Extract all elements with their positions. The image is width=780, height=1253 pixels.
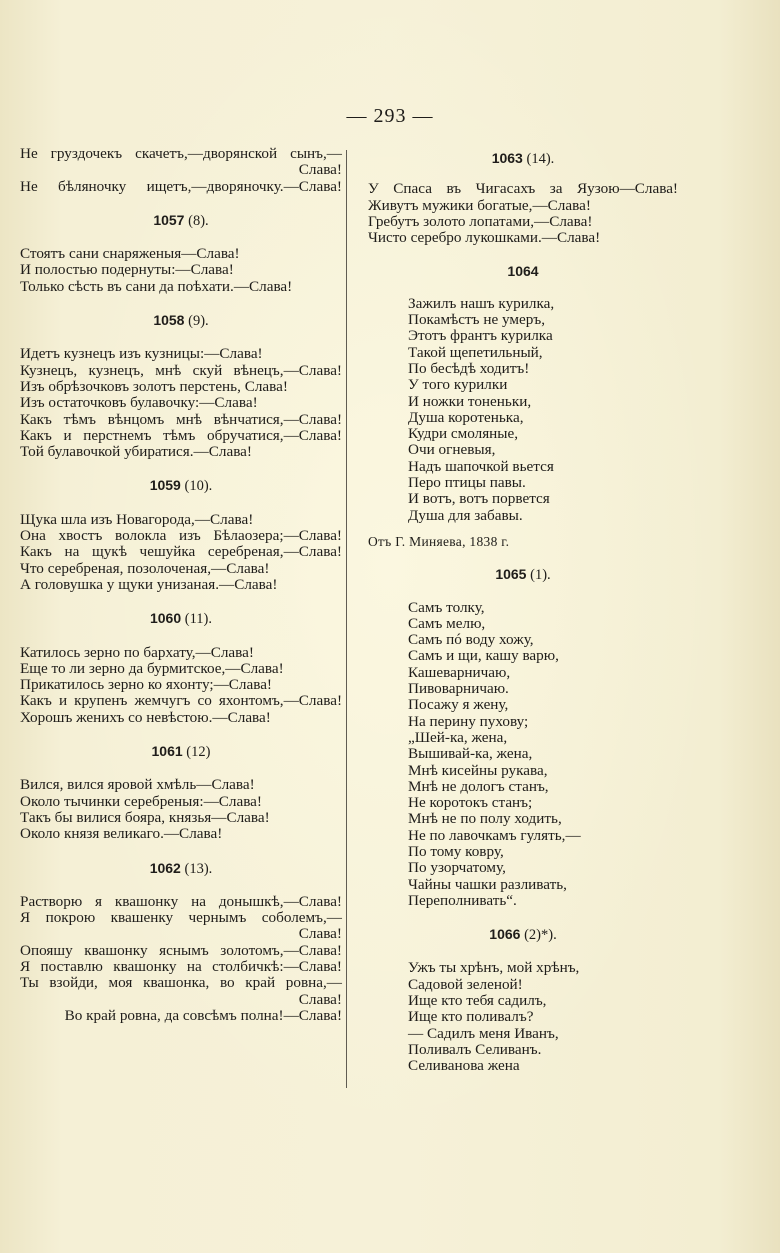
verse-line: Катилось зерно по бархату,—Слава! xyxy=(20,643,254,661)
spacer xyxy=(20,229,342,246)
verse-line: Этотъ франтъ курилка xyxy=(408,327,553,345)
verse-line: Душа для забавы. xyxy=(408,506,523,524)
poem-number: 1064 xyxy=(507,263,539,280)
verse-line: Не по лавочкамъ гулять,— xyxy=(408,826,581,844)
verse-line: Около князя великаго.—Слава! xyxy=(20,825,223,843)
verse-line: Посажу я жену, xyxy=(408,696,509,714)
spacer xyxy=(368,943,678,960)
spacer xyxy=(368,167,678,181)
verse-line: Щука шла изъ Новагорода,—Слава! xyxy=(20,510,254,528)
verse-line: Идетъ кузнецъ изъ кузницы:—Слава! xyxy=(20,345,263,363)
verse-line: Около тычинки серебреныя:—Слава! xyxy=(20,792,262,810)
poem-number: 1061 xyxy=(151,743,183,760)
poem-variant-number: (1). xyxy=(526,567,551,584)
verse-line: Самъ мелю, xyxy=(408,614,486,632)
poem-variant-number: (2)*). xyxy=(520,927,557,944)
poem-number-heading xyxy=(368,150,678,167)
verse-line: Во край ровна, да совсѣмъ полна!—Слава! xyxy=(64,1006,342,1024)
verse-line: Прикатилось зерно ко яхонту;—Слава! xyxy=(20,676,272,694)
verse-line: Такой щепетильный, xyxy=(408,343,543,361)
verse-line: Я покрою квашенку чернымъ соболемъ,— xyxy=(20,909,342,927)
verse-line: Живутъ мужики богатые,—Слава! xyxy=(368,196,591,214)
poem-number: 1066 xyxy=(489,926,521,943)
verse-line: — Садилъ меня Иванъ, xyxy=(408,1024,559,1042)
poem-number-heading xyxy=(20,212,342,229)
verse-line: Только сѣсть въ сани да поѣхати.—Слава! xyxy=(20,277,293,295)
verse-line: Какъ и крупенъ жемчугъ со яхонтомъ,—Слава! xyxy=(20,692,342,710)
spacer xyxy=(20,329,342,346)
spacer xyxy=(20,495,342,512)
verse-line: Не бѣляночку ищетъ,—дворяночку.—Слава! xyxy=(20,177,342,195)
verse-line: Я поставлю квашонку на столбичкѣ:—Слава! xyxy=(20,957,342,975)
spacer xyxy=(20,295,342,312)
verse-line: Самъ и щи, кашу варю, xyxy=(408,647,559,665)
poem-variant-number: (10). xyxy=(180,478,213,495)
poem-variant-number: (11). xyxy=(181,611,213,628)
verse-line: Опояшу квашонку яснымъ золотомъ,—Слава! xyxy=(20,941,342,959)
verse-line: Кузнецъ, кузнецъ, мнѣ скуй вѣнецъ,—Слава! xyxy=(20,361,342,379)
verse-line: По бесѣдѣ ходитъ! xyxy=(408,359,530,377)
spacer xyxy=(20,843,342,860)
verse-line: Хорошъ женихъ со невѣстою.—Слава! xyxy=(20,708,271,726)
verse-line: Ище кто поливалъ? xyxy=(408,1008,534,1026)
spacer xyxy=(20,877,342,894)
verse-line: Поливалъ Селиванъ. xyxy=(408,1040,542,1058)
verse-line: Надъ шапочкой вьется xyxy=(408,457,554,475)
verse-line: И ножки тоненьки, xyxy=(408,392,532,410)
verse-line: Чисто серебро лукошками.—Слава! xyxy=(368,229,601,247)
poem-number-heading xyxy=(20,610,342,627)
spacer xyxy=(20,628,342,645)
verse-line: Перо птицы павы. xyxy=(408,474,526,492)
verse-line: Мнѣ не по полу ходить, xyxy=(408,810,562,828)
spacer xyxy=(368,909,678,926)
column-divider xyxy=(346,150,347,1088)
verse-line: Еще то ли зерно да бурмитское,—Слава! xyxy=(20,659,284,677)
poem-variant-number: (14). xyxy=(522,151,555,167)
verse-line: Кудри смоляные, xyxy=(408,425,519,443)
verse-line: Какъ тѣмъ вѣнцомъ мнѣ вѣнчатися,—Слава! xyxy=(20,410,342,428)
verse-line: Ище кто тебя садилъ, xyxy=(408,992,547,1010)
verse-line: По тому ковру, xyxy=(408,842,504,860)
poem-variant-number: (9). xyxy=(184,313,209,330)
poem-number: 1063 xyxy=(491,150,523,166)
poem-variant-number: (12) xyxy=(182,744,211,761)
verse-line: „Шей-ка, жена, xyxy=(408,728,508,746)
verse-line: Кашеварничаю, xyxy=(408,663,511,681)
verse-line: Она хвостъ волокла изъ Бѣлаозера;—Слава! xyxy=(20,527,342,545)
spacer xyxy=(368,550,678,566)
verse-line: Какъ и перстнемъ тѣмъ обручатися,—Слава! xyxy=(20,426,342,444)
verse-line: Изъ обрѣзочковъ золотъ перстень, Слава! xyxy=(20,377,288,395)
poem-number-heading xyxy=(20,477,342,494)
poem-number-heading xyxy=(20,312,342,329)
verse-line: Селиванова жена xyxy=(408,1057,520,1075)
verse-line: Зажилъ нашъ курилка, xyxy=(408,294,555,312)
verse-line: Изъ остаточковъ булавочку:—Слава! xyxy=(20,394,258,412)
poem-number: 1062 xyxy=(149,859,181,876)
verse-line: Растворю я квашонку на донышкѣ,—Слава! xyxy=(20,892,342,910)
poem-number: 1059 xyxy=(149,477,181,494)
poem-number-heading xyxy=(20,743,342,760)
verse-line: На перину пухову; xyxy=(408,712,529,730)
spacer xyxy=(368,584,678,600)
verse-line: Садовой зеленой! xyxy=(408,975,523,993)
spacer xyxy=(20,726,342,743)
verse-line: У Спаса въ Чигасахъ за Яузою—Слава! xyxy=(368,180,678,198)
verse-line: Слава! xyxy=(298,925,342,943)
verse-line: И полостью подернуты:—Слава! xyxy=(20,261,234,279)
spacer xyxy=(368,281,678,296)
spacer xyxy=(20,760,342,777)
page-number: — 293 — xyxy=(346,105,434,127)
verse-line: Чайны чашки разливать, xyxy=(408,875,567,893)
poem-variant-number: (8). xyxy=(184,212,209,229)
poem-number-heading xyxy=(368,926,678,943)
verse-line: Душа коротенька, xyxy=(408,408,524,426)
spacer xyxy=(368,524,678,534)
verse-line: Мнѣ не дологъ станъ, xyxy=(408,777,549,795)
verse-line: Слава! xyxy=(298,161,342,179)
verse-line: По узорчатому, xyxy=(408,859,506,877)
verse-line: Не груздочекъ скачетъ,—дворянской сынъ,— xyxy=(20,145,342,162)
poem-number-heading xyxy=(368,566,678,583)
spacer xyxy=(20,195,342,212)
verse-line: Самъ толку, xyxy=(408,598,485,616)
verse-line: Какъ на щукѣ чешуйка серебреная,—Слава! xyxy=(20,543,342,561)
poem-number-heading xyxy=(368,263,678,280)
poem-number: 1058 xyxy=(153,312,185,329)
poem-number: 1060 xyxy=(149,610,182,627)
verse-line: Той булавочкой убиратися.—Слава! xyxy=(20,443,252,461)
verse-line: И вотъ, вотъ порвется xyxy=(408,490,550,508)
verse-line: Ужъ ты хрѣнъ, мой хрѣнъ, xyxy=(408,959,580,977)
verse-line: Что серебреная, позолоченая,—Слава! xyxy=(20,559,270,577)
verse-line: Слава! xyxy=(298,990,342,1008)
verse-line: Мнѣ кисейны рукава, xyxy=(408,761,548,779)
verse-line: Переполнивать“. xyxy=(408,891,517,909)
poem-variant-number: (13). xyxy=(180,860,213,877)
spacer xyxy=(20,593,342,610)
verse-line: Такъ бы вилися бояра, князья—Слава! xyxy=(20,808,270,826)
verse-line: Вышивай-ка, жена, xyxy=(408,745,533,763)
verse-line: Самъ пó воду хожу, xyxy=(408,631,534,649)
poem-number: 1057 xyxy=(153,211,185,228)
spacer xyxy=(20,460,342,477)
verse-line: Вился, вился яровой хмѣль—Слава! xyxy=(20,776,255,794)
verse-line: А головушка у щуки унизаная.—Слава! xyxy=(20,575,278,593)
left-column xyxy=(20,146,342,1024)
verse-line: Пивоварничаю. xyxy=(408,680,509,698)
verse-line: Покамѣстъ не умеръ, xyxy=(408,311,545,329)
spacer xyxy=(368,246,678,263)
poem-number-heading xyxy=(20,860,342,877)
source-attribution: Отъ Г. Миняева, 1838 г. xyxy=(368,533,510,549)
verse-line: Очи огневыя, xyxy=(408,441,496,459)
verse-line: У того курилки xyxy=(408,376,508,394)
right-column xyxy=(368,150,678,1075)
verse-line: Не коротокъ станъ; xyxy=(408,794,533,812)
poem-number: 1065 xyxy=(495,566,527,583)
verse-line: Ты взойди, моя квашонка, во край ровна,— xyxy=(20,974,342,992)
verse-line: Гребутъ золото лопатами,—Слава! xyxy=(368,212,593,230)
verse-line: Стоятъ сани снаряженыя—Слава! xyxy=(20,245,240,263)
